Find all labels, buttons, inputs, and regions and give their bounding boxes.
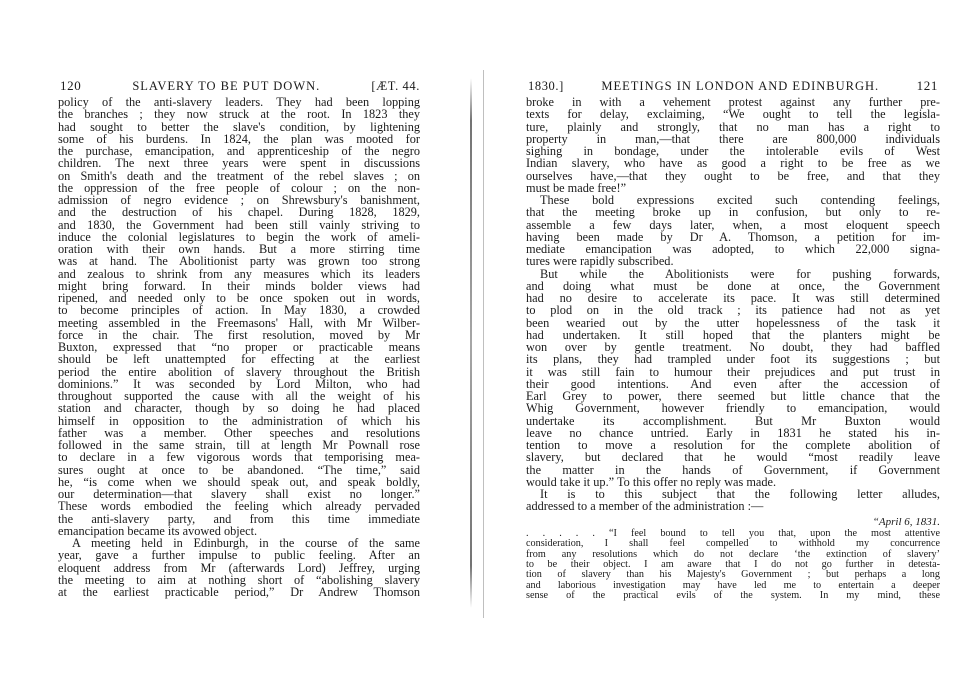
right-running-title: MEETINGS IN LONDON AND EDINBURGH. [601, 79, 880, 93]
text-line: But while the Abolitionists were for pushing forwards, [540, 266, 940, 281]
text-line: was at hand. The Abolitionist party was grown too strong [58, 254, 420, 269]
text-line: at the earliest practicable period,” Dr Andrew Thomson [58, 585, 420, 599]
left-page-number: 120 [60, 78, 82, 93]
text-line: been wearied out by the utter hopelessness of the task it [526, 315, 940, 330]
text-line: tures were rapidly subscribed. [526, 254, 674, 269]
text-line: property in man,—that there are 800,000 individuals [526, 131, 940, 146]
text-line: it was still fain to humour their prejudices and put trust in [526, 364, 940, 379]
text-line: that the meeting broke up in confusion, but only to re- [526, 205, 940, 220]
text-line: its plans, they had trampled under foot its suggestions ; but [526, 352, 940, 367]
text-line: might bring forward. In their minds bolder views had [58, 278, 420, 293]
letter-line: from any resolutions which do not declare ‘the extinction of slavery’ [526, 548, 940, 560]
text-line: Whig Government, however friendly to emancipation, would [526, 401, 940, 416]
text-line: admission of negro evidence ; on Shrewsbury's banishment, [58, 193, 420, 207]
text-line: father was a member. Other speeches and resolutions [58, 425, 420, 440]
text-line: sighing in bondage, under the intolerable evils of West [526, 144, 940, 158]
text-line: slavery, but declared that he would “most readily leave [526, 450, 940, 465]
text-line: emancipation became its avowed object. [58, 523, 258, 538]
text-line: himself in opposition to the administration of which his [58, 413, 420, 428]
text-line: Indian slavery, who have as good a right to be free as we [526, 156, 940, 171]
text-line: tention to move a resolution for the complete abolition of [526, 438, 940, 452]
text-line: oration with their own hands. But a more stirring time [58, 242, 420, 256]
text-line: sures ought at once to be abandoned. “The time,” said [58, 462, 420, 477]
text-line: our determination—that slavery shall exist no longer.” [58, 487, 420, 501]
text-line: throughout supported the cause with all the weight of his [58, 389, 420, 403]
right-main-text [526, 96, 940, 513]
text-line: Earl Grey to power, there seemed but little chance that the [526, 389, 940, 403]
text-line: texts for delay, exclaiming, “We ought to tell the legisla- [526, 107, 940, 122]
letter-line: consideration, I shall feel compelled to withhold my concurrence [526, 538, 940, 550]
text-line: eloquent address from Mr (afterwards Lord) Jeffrey, urging [58, 560, 420, 575]
text-line: had undertaken. It still hoped that the planters might be [526, 327, 940, 342]
text-line: undertake its accomplishment. But Mr Buxton would [526, 413, 940, 428]
left-page [0, 0, 478, 686]
text-line: won over by gentle treatment. No doubt, they had baffled [526, 340, 940, 354]
text-line: on Smith's death and the treatment of the rebel slaves ; on [58, 168, 420, 183]
text-line: had no desire to accelerate its pace. It was still determined [526, 291, 940, 305]
text-line: their good intentions. And even after the accession of [526, 376, 940, 391]
text-line: A meeting held in Edinburgh, in the course of the same [72, 536, 420, 550]
text-line: should be left unattempted for effecting at the earliest [58, 352, 420, 367]
text-line: policy of the anti-slavery leaders. They had been lopping [58, 95, 420, 109]
left-running-head [60, 78, 420, 94]
text-line: assemble a few days later, when, a most eloquent speech [526, 217, 940, 232]
text-line: and 1830, the Government had been still vainly striving to [58, 217, 420, 232]
text-line: It is to this subject that the following letter alludes, [540, 487, 940, 501]
text-line: dominions.” It was seconded by Lord Milton, who had [58, 376, 420, 391]
text-line: meeting assembled in the Freemasons' Hall, with Mr Wilber- [58, 315, 420, 330]
letter-line: sense of the practical evils of the system. In my mind, these [526, 590, 940, 602]
text-line: Buxton, expressed that “no proper or practicable means [58, 340, 420, 354]
letter-line: to be their object. I am aware that I do not go further in detesta- [526, 558, 940, 570]
text-line: and the destruction of his chapel. During 1828, 1829, [58, 205, 420, 220]
text-line: These bold expressions excited such contending feelings, [540, 193, 940, 207]
text-line: the anti-slavery party, and from this time immediate [58, 511, 420, 526]
text-line: force in the chair. The first resolution, moved by Mr [58, 327, 420, 342]
text-line: the meeting to aim at nothing short of “abolishing slavery [58, 572, 420, 587]
text-line: to plod on in the old track ; its patience had not as yet [526, 303, 940, 318]
right-body-text [526, 96, 940, 601]
letter-line: . . . . . “I feel bound to tell you that, upon the most attentive [526, 527, 940, 539]
left-body-text [58, 96, 420, 598]
text-line: These words embodied the feeling which already pervaded [58, 499, 420, 514]
text-line: the purchase, emancipation, and apprenticeship of the negro [58, 144, 420, 158]
text-line: period the entire abolition of slavery throughout the British [58, 364, 420, 379]
text-line: station and character, though by so doing he had placed [58, 401, 420, 416]
text-line: the branches ; they now struck at the root. In 1823 they [58, 107, 420, 122]
right-running-year: 1830.] [528, 79, 564, 93]
text-line: would take it up.” To this offer no reply was made. [526, 474, 777, 489]
right-page-number: 121 [916, 78, 938, 93]
text-line: the matter in the hands of Government, if Government [526, 462, 940, 477]
text-line: followed in the same strain, till at length Mr Pownall rose [58, 438, 420, 452]
text-line: to declare in a few vigorous words that temporising mea- [58, 450, 420, 465]
text-line: induce the colonial legislatures to begin the work of ameli- [58, 229, 420, 244]
right-running-head [528, 78, 938, 94]
text-line: children. The next three years were spent in discussions [58, 156, 420, 171]
text-line: ourselves have,—that they ought to be free, and that they [526, 168, 940, 183]
text-line: must be made free!” [526, 180, 627, 195]
letter-line: tion of slavery than his Majesty's Government ; but perhaps a long [526, 569, 940, 581]
text-line: he, “is come when we should speak out, and speak boldly, [58, 474, 420, 489]
text-line: leave no chance untried. Early in 1831 he stated his in- [526, 425, 940, 440]
text-line: ripened, and needed only to be once spoken out in words, [58, 291, 420, 305]
text-line: some of his burdens. In 1824, the plan was mooted for [58, 131, 420, 146]
letter-line: and laborious investigation may have led me to entertain a deeper [526, 579, 940, 591]
letter-text [526, 529, 940, 602]
text-line: and doing what must be done at once, the Government [526, 278, 940, 293]
text-line: ture, plainly and strongly, that no man has a right to [526, 119, 940, 134]
text-line: to become principles of action. In May 1830, a crowded [58, 303, 420, 318]
text-line: having been made by Dr A. Thomson, a petition for im- [526, 229, 940, 244]
left-running-age: [ÆT. 44. [371, 79, 420, 93]
text-line: mediate emancipation was adopted, to which 22,000 signa- [526, 242, 940, 256]
text-line: year, gave a further impulse to public feeling. After an [58, 548, 420, 563]
text-line: addressed to a member of the administration :— [526, 499, 764, 514]
left-running-title: SLAVERY TO BE PUT DOWN. [132, 79, 321, 93]
text-line: and zealous to shrink from any measures which its leaders [58, 266, 420, 281]
letter-date: “April 6, 1831. [872, 515, 940, 528]
right-page [478, 0, 980, 686]
text-line: broke in with a vehement protest against any further pre- [526, 95, 940, 109]
text-line: the oppression of the free people of colour ; on the non- [58, 180, 420, 195]
text-line: had sought to better the slave's condition, by lightening [58, 119, 420, 134]
